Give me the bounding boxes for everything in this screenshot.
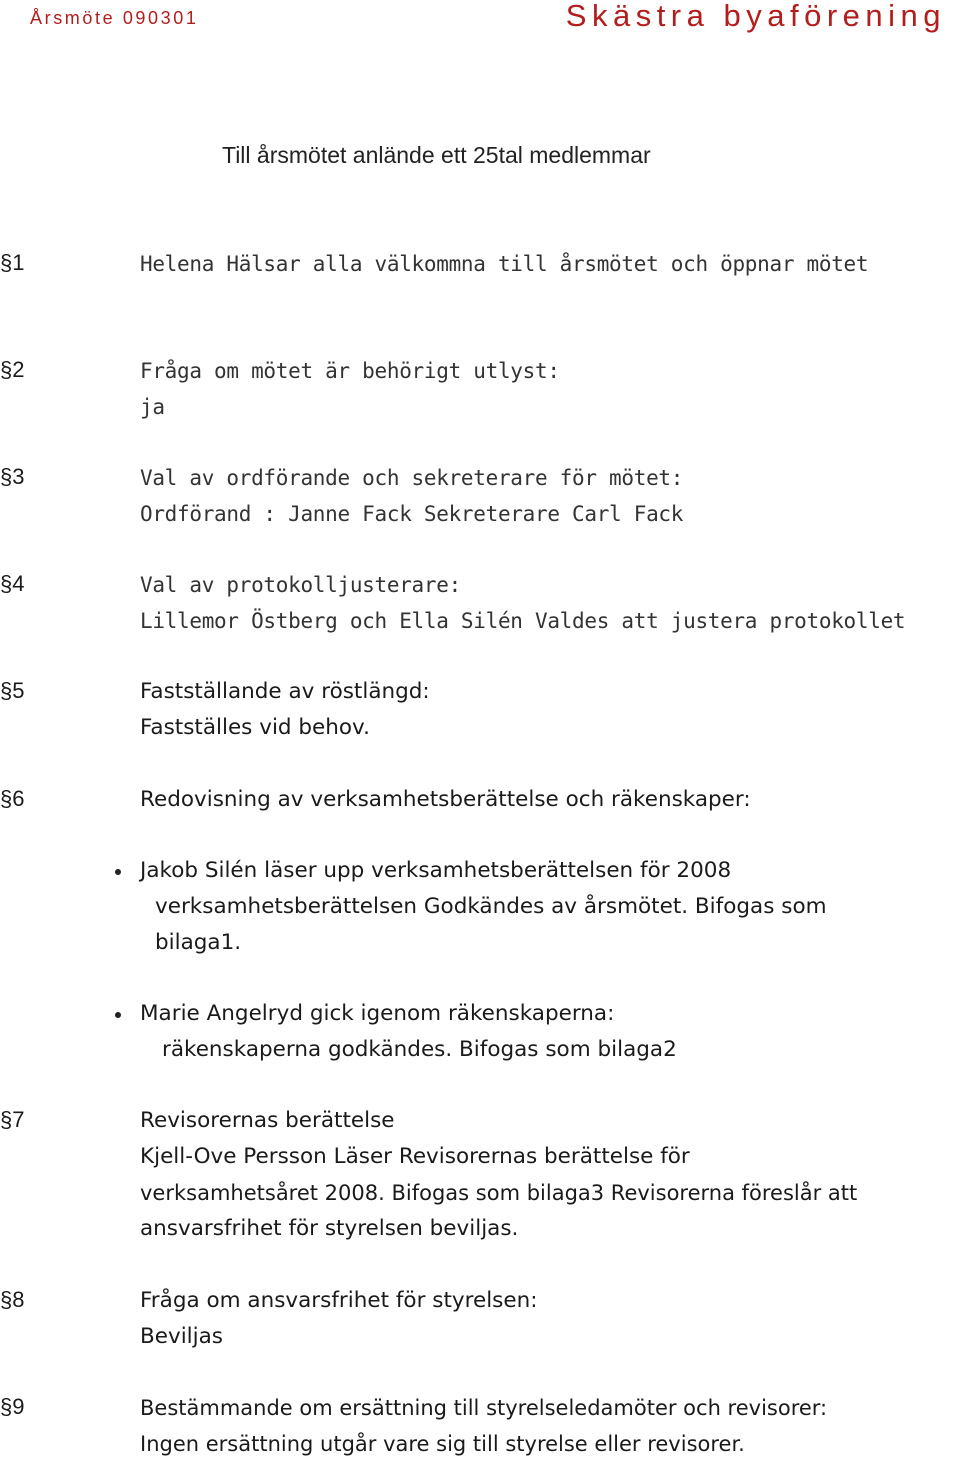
section-7-line-1: Revisorernas berättelse [140, 1108, 395, 1133]
section-6-line-1: Redovisning av verksamhetsberättelse och räkenskaper: [140, 787, 751, 812]
section-3-line-2: Ordförand : Janne Fack Sekreterare Carl Fack [140, 502, 684, 526]
section-number-5: §5 [0, 678, 25, 703]
section-7-line-3: verksamhetsåret 2008. Bifogas som bilaga3 Revisorerna föreslår att [140, 1181, 858, 1205]
section-9-line-2: Ingen ersättning utgår vare sig till styrelse eller revisorer. [140, 1432, 745, 1456]
section-number-3: §3 [0, 464, 25, 489]
bullet-dot [115, 869, 121, 875]
section-7-line-4: ansvarsfrihet för styrelsen beviljas. [140, 1216, 519, 1241]
meeting-date: Årsmöte 090301 [30, 8, 199, 28]
association-name: Skästra byaförening [565, 0, 946, 33]
attendance-intro: Till årsmötet anlände ett 25tal medlemmar [222, 142, 651, 168]
section-6-bullet-1-line-2: verksamhetsberättelsen Godkändes av årsmötet. Bifogas som [155, 894, 827, 919]
section-8-line-2: Beviljas [140, 1324, 223, 1349]
section-6-bullet-1-line-1: Jakob Silén läser upp verksamhetsberättelsen för 2008 [140, 858, 732, 883]
section-4-line-2: Lillemor Östberg och Ella Silén Valdes att justera protokollet [140, 609, 906, 633]
section-6-bullet-2-line-2: räkenskaperna godkändes. Bifogas som bilaga2 [162, 1037, 677, 1062]
section-2-line-1: Fråga om mötet är behörigt utlyst: [140, 359, 560, 383]
section-8-line-1: Fråga om ansvarsfrihet för styrelsen: [140, 1288, 538, 1313]
section-number-4: §4 [0, 571, 25, 596]
section-9-line-1: Bestämmande om ersättning till styrelseledamöter och revisorer: [140, 1396, 828, 1420]
section-6-bullet-2-line-1: Marie Angelryd gick igenom räkenskaperna: [140, 1001, 615, 1026]
section-number-2: §2 [0, 357, 25, 382]
section-2-line-2: ja [140, 395, 165, 419]
section-1-line-1: Helena Hälsar alla välkommna till årsmötet och öppnar mötet [140, 252, 869, 276]
section-5-line-2: Fastställes vid behov. [140, 715, 370, 740]
section-number-6: §6 [0, 786, 25, 811]
section-number-9: §9 [0, 1394, 25, 1419]
section-7-line-2: Kjell-Ove Persson Läser Revisorernas berättelse för [140, 1144, 690, 1169]
section-number-8: §8 [0, 1287, 25, 1312]
bullet-dot [115, 1012, 121, 1018]
section-6-bullet-1-line-3: bilaga1. [155, 930, 242, 955]
section-number-1: §1 [0, 250, 25, 275]
section-3-line-1: Val av ordförande och sekreterare för mötet: [140, 466, 684, 490]
section-number-7: §7 [0, 1107, 25, 1132]
section-5-line-1: Fastställande av röstlängd: [140, 679, 430, 704]
section-4-line-1: Val av protokolljusterare: [140, 573, 461, 597]
